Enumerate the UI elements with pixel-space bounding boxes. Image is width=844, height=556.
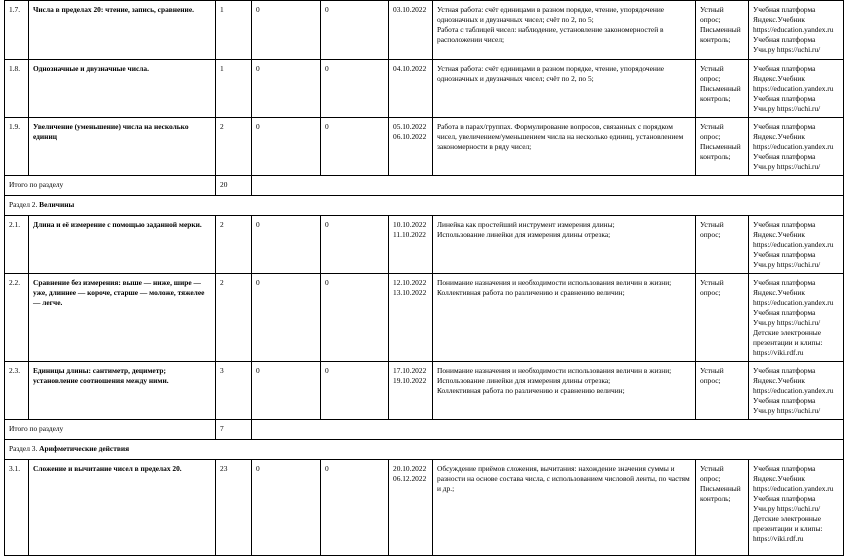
section-prefix: Раздел 2. — [9, 200, 38, 209]
resource-link[interactable]: Детские электронные презентации и клипы: https://viki.rdf.ru — [753, 514, 823, 543]
resource-text: Учебная платформа Яндекс.Учебник — [753, 122, 816, 141]
section-title: Арифметические действия — [39, 444, 130, 453]
resource-text: Учебная платформа Яндекс.Учебник — [753, 5, 816, 24]
resource-link[interactable]: https://education.yandex.ru — [753, 142, 834, 151]
resources-cell — [749, 362, 844, 420]
row-number: 3.1. — [5, 460, 29, 556]
date-text: 04.10.2022 — [393, 64, 427, 73]
resource-link[interactable]: https://education.yandex.ru — [753, 240, 834, 249]
control-cell: Устный опрос; — [696, 362, 749, 420]
resource-text: Учебная платформа Яндекс.Учебник — [753, 278, 816, 297]
tests-cell: 0 — [252, 216, 321, 274]
topic-cell: Единицы длины: сантиметр, дециметр; установление соотношения между ними. — [29, 362, 216, 420]
topic-cell: Сравнение без измерения: выше — ниже, шире — уже, длиннее — короче, старше — моложе, тяжелее — легче. — [29, 274, 216, 362]
hours-cell: 23 — [216, 460, 252, 556]
resource-link[interactable]: https://education.yandex.ru — [753, 484, 834, 493]
resource-text: Учебная платформа — [753, 308, 816, 317]
tests-cell: 0 — [252, 274, 321, 362]
total-value: 7 — [216, 420, 252, 440]
resource-text: Учебная платформа Яндекс.Учебник — [753, 464, 816, 483]
practice-cell: 0 — [321, 60, 389, 118]
table-row — [5, 362, 844, 420]
resource-link[interactable]: Учи.ру https://uchi.ru/ — [753, 260, 821, 269]
topic-cell: Однозначные и двузначные числа. — [29, 60, 216, 118]
row-number: 1.9. — [5, 118, 29, 176]
control-cell: Устный опрос; Письменный контроль; — [696, 60, 749, 118]
activity-text: Понимание назначения и необходимости использования величин в жизни; — [437, 278, 672, 287]
activity-text: Понимание назначения и необходимости использования величин в жизни; — [437, 366, 672, 375]
dates-cell — [389, 362, 433, 420]
activities-cell — [433, 60, 696, 118]
topic-cell: Длина и её измерение с помощью заданной мерки. — [29, 216, 216, 274]
resource-text: Учебная платформа — [753, 152, 816, 161]
resource-text: Учебная платформа — [753, 35, 816, 44]
resource-link[interactable]: Учи.ру https://uchi.ru/ — [753, 162, 821, 171]
control-cell: Устный опрос; Письменный контроль; — [696, 1, 749, 60]
resources-cell — [749, 274, 844, 362]
tests-cell: 0 — [252, 118, 321, 176]
practice-cell: 0 — [321, 118, 389, 176]
date-text: 10.10.2022 — [393, 220, 427, 229]
resource-text: Учебная платформа — [753, 94, 816, 103]
resource-link[interactable]: https://education.yandex.ru — [753, 84, 834, 93]
total-value: 20 — [216, 176, 252, 196]
resources-cell — [749, 216, 844, 274]
resource-link[interactable]: https://education.yandex.ru — [753, 25, 834, 34]
dates-cell — [389, 118, 433, 176]
hours-cell: 2 — [216, 118, 252, 176]
row-number: 2.3. — [5, 362, 29, 420]
activities-cell — [433, 362, 696, 420]
activity-text: Устная работа: счёт единицами в разном порядке, чтение, упорядочение однозначных и двузначных чисел; счёт по 2, по 5; — [437, 5, 665, 24]
practice-cell: 0 — [321, 460, 389, 556]
resource-link[interactable]: Учи.ру https://uchi.ru/ — [753, 504, 821, 513]
topic-cell: Числа в пределах 20: чтение, запись, сравнение. — [29, 1, 216, 60]
activity-text: Устная работа: счёт единицами в разном порядке, чтение, упорядочение однозначных и двузначных чисел; счёт по 2, по 5; — [437, 64, 665, 83]
activities-cell — [433, 274, 696, 362]
date-text: 06.12.2022 — [393, 474, 427, 483]
activity-text: Коллективная работа по различению и сравнению величин; — [437, 288, 625, 297]
control-cell: Устный опрос; Письменный контроль; — [696, 118, 749, 176]
row-number: 2.1. — [5, 216, 29, 274]
section-prefix: Раздел 3. — [9, 444, 38, 453]
tests-cell: 0 — [252, 1, 321, 60]
resource-text: Учебная платформа — [753, 250, 816, 259]
tests-cell: 0 — [252, 460, 321, 556]
resources-cell — [749, 60, 844, 118]
practice-cell: 0 — [321, 216, 389, 274]
activity-text: Использование линейки для измерения длины отрезка; — [437, 376, 611, 385]
dates-cell — [389, 460, 433, 556]
table-row — [5, 460, 844, 556]
control-cell: Устный опрос; — [696, 274, 749, 362]
activities-cell — [433, 1, 696, 60]
curriculum-table — [4, 0, 844, 556]
resource-text: Учебная платформа — [753, 494, 816, 503]
resource-link[interactable]: Учи.ру https://uchi.ru/ — [753, 318, 821, 327]
total-row — [5, 420, 844, 440]
date-text: 05.10.2022 — [393, 122, 427, 131]
activities-cell — [433, 118, 696, 176]
resource-text: Учебная платформа Яндекс.Учебник — [753, 64, 816, 83]
hours-cell: 2 — [216, 216, 252, 274]
activity-text: Обсуждение приёмов сложения, вычитания: нахождение значения суммы и разности на основе состава числа, с использованием числовой ленты, по частям и др.; — [437, 464, 690, 493]
hours-cell: 2 — [216, 274, 252, 362]
activity-text: Линейка как простейший инструмент измерения длины; — [437, 220, 615, 229]
total-label: Итого по разделу — [5, 420, 216, 440]
total-row — [5, 176, 844, 196]
row-number: 2.2. — [5, 274, 29, 362]
activities-cell — [433, 216, 696, 274]
date-text: 03.10.2022 — [393, 5, 427, 14]
dates-cell — [389, 274, 433, 362]
row-number: 1.8. — [5, 60, 29, 118]
resource-link[interactable]: Учи.ру https://uchi.ru/ — [753, 45, 821, 54]
tests-cell: 0 — [252, 362, 321, 420]
table-row — [5, 1, 844, 60]
practice-cell: 0 — [321, 362, 389, 420]
total-label: Итого по разделу — [5, 176, 216, 196]
practice-cell: 0 — [321, 1, 389, 60]
date-text: 06.10.2022 — [393, 132, 427, 141]
activity-text: Работа с таблицей чисел: наблюдение, установление закономерностей в расположении чисел; — [437, 25, 664, 44]
section-header — [5, 196, 844, 216]
resources-cell — [749, 1, 844, 60]
resource-link[interactable]: https://education.yandex.ru — [753, 298, 834, 307]
date-text: 11.10.2022 — [393, 230, 426, 239]
hours-cell: 3 — [216, 362, 252, 420]
activity-text: Работа в парах/группах. Формулирование вопросов, связанных с порядком чисел, увеличением/уменьшением числа на несколько единиц, установлением закономерности в ряду чисел; — [437, 122, 684, 151]
section-title: Величины — [39, 200, 75, 209]
resource-link[interactable]: Учи.ру https://uchi.ru/ — [753, 406, 821, 415]
activity-text: Коллективная работа по различению и сравнению величин; — [437, 386, 625, 395]
date-text: 12.10.2022 — [393, 278, 427, 287]
resource-text: Учебная платформа — [753, 396, 816, 405]
date-text: 17.10.2022 — [393, 366, 427, 375]
topic-cell: Увеличение (уменьшение) числа на несколько единиц — [29, 118, 216, 176]
resource-link[interactable]: https://education.yandex.ru — [753, 386, 834, 395]
control-cell: Устный опрос; Письменный контроль; — [696, 460, 749, 556]
topic-cell: Сложение и вычитание чисел в пределах 20. — [29, 460, 216, 556]
date-text: 20.10.2022 — [393, 464, 427, 473]
activities-cell — [433, 460, 696, 556]
resources-cell — [749, 460, 844, 556]
table-row — [5, 60, 844, 118]
table-row — [5, 216, 844, 274]
table-row — [5, 118, 844, 176]
hours-cell: 1 — [216, 1, 252, 60]
resource-text: Учебная платформа Яндекс.Учебник — [753, 220, 816, 239]
section-header-row — [5, 196, 844, 216]
table-row — [5, 274, 844, 362]
dates-cell — [389, 60, 433, 118]
activity-text: Использование линейки для измерения длины отрезка; — [437, 230, 611, 239]
section-header — [5, 440, 844, 460]
resource-text: Учебная платформа Яндекс.Учебник — [753, 366, 816, 385]
row-number: 1.7. — [5, 1, 29, 60]
dates-cell — [389, 216, 433, 274]
date-text: 13.10.2022 — [393, 288, 427, 297]
hours-cell: 1 — [216, 60, 252, 118]
control-cell: Устный опрос; — [696, 216, 749, 274]
date-text: 19.10.2022 — [393, 376, 427, 385]
resources-cell — [749, 118, 844, 176]
dates-cell — [389, 1, 433, 60]
resource-link[interactable]: Учи.ру https://uchi.ru/ — [753, 104, 821, 113]
section-header-row — [5, 440, 844, 460]
resource-link[interactable]: Детские электронные презентации и клипы: https://viki.rdf.ru — [753, 328, 823, 357]
tests-cell: 0 — [252, 60, 321, 118]
practice-cell: 0 — [321, 274, 389, 362]
